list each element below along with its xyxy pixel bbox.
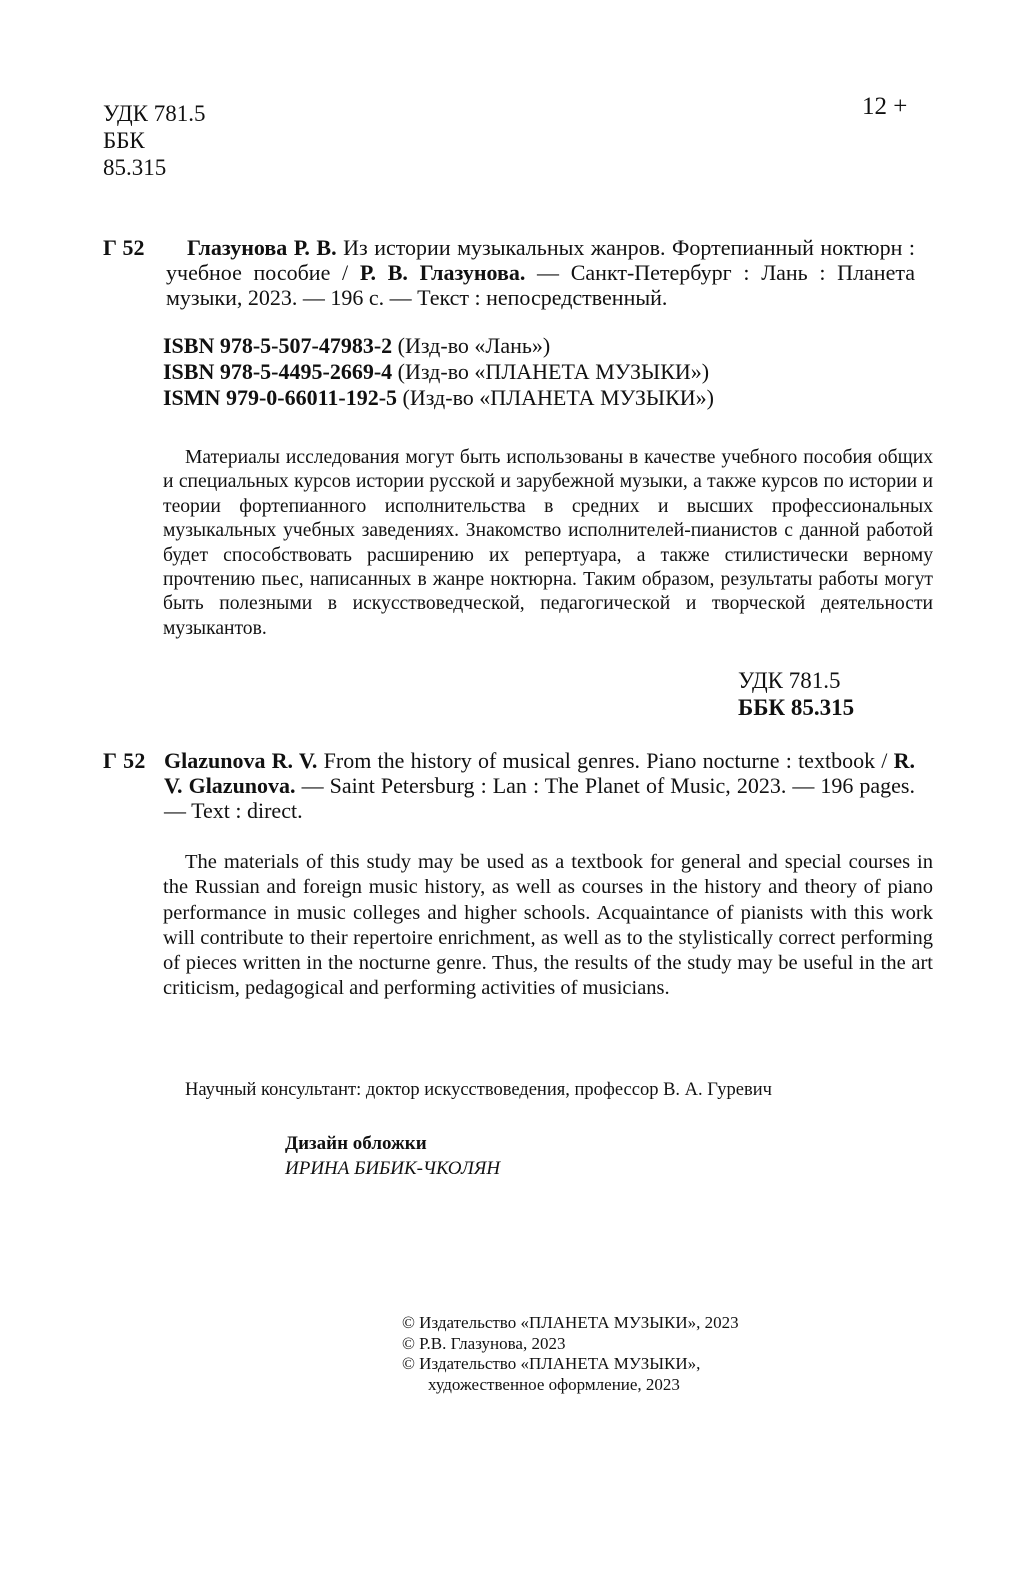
classification-right xyxy=(738,667,854,721)
author-mark-code-en: Г 52 xyxy=(103,748,146,773)
entry-author-repeat-en: R. V. Glazunova. xyxy=(164,748,915,798)
author-mark-code: Г 52 xyxy=(103,235,145,260)
ismn-number: ISMN 979-0-66011-192-5 xyxy=(163,385,398,410)
abstract-en-text: The materials of this study may be used as a textbook for general and special courses in the Russian and foreign music history, as well as courses in the history and theory of piano performance in music colleges and higher schools. Acquaintance of pianists with this work will contribute to their repertoire enrichment, as well as to the stylistically correct performing of pieces written in the nocturne genre. Thus, the results of the study may be useful in the art criticism, pedagogical and performing activities of musicians. xyxy=(163,851,933,1000)
isbn-number: ISBN 978-5-4495-2669-4 xyxy=(163,359,393,384)
entry-rest-en: — Saint Petersburg : Lan : The Planet of Music, 2023. — 196 pages. — Text : direct. xyxy=(164,773,915,823)
cover-design xyxy=(285,1131,500,1181)
udk-right-label: УДК 781.5 xyxy=(738,668,841,693)
cover-design-label: Дизайн обложки xyxy=(285,1133,427,1154)
abstract-ru-text: Материалы исследования могут быть использованы в качестве учебного пособия общих и специальных курсов истории русской и зарубежной музыки, а также курсов по истории и теории фортепианного исполнительства в средних и высших профессиональных музыкальных учебных заведениях. Знакомство исполнителей-пианистов с данной работой будет способствовать расширению их репертуара, а также стилистически верному прочтению пьес, написанных в жанре ноктюрна. Таким образом, результаты работы могут быть полезными в искусствоведческой, педагогической и творческой деятельности музыкантов. xyxy=(163,447,933,639)
entry-title-en: From the history of musical genres. Piano nocturne : textbook / xyxy=(317,748,894,773)
abstract-ru xyxy=(163,446,933,641)
isbn-line xyxy=(163,385,714,411)
udk-label: УДК 781.5 xyxy=(103,101,206,126)
abstract-en xyxy=(163,850,933,1002)
entry-author-en: Glazunova R. V. xyxy=(164,748,318,773)
bbk-label: ББК xyxy=(103,128,145,153)
copyright-line: художественное оформление, 2023 xyxy=(428,1374,680,1394)
isbn-line xyxy=(163,333,714,359)
classification-block xyxy=(103,100,206,181)
entry-author-repeat: Р. В. Глазунова. xyxy=(359,260,526,285)
isbn-publisher: (Изд-во «ПЛАНЕТА МУЗЫКИ») xyxy=(392,359,710,384)
isbn-line xyxy=(163,359,714,385)
entry-rest: — Санкт-Петербург : Лань : Планета музыки, 2023. — 196 с. — Текст : непосредственный. xyxy=(166,260,915,310)
isbn-number: ISBN 978-5-507-47983-2 xyxy=(163,333,393,358)
bibliographic-entry-ru xyxy=(103,235,915,335)
entry-body-en xyxy=(164,748,915,823)
isbn-publisher: (Изд-во «Лань») xyxy=(392,333,551,358)
bbk-right-label: ББК 85.315 xyxy=(738,695,855,720)
isbn-list xyxy=(163,333,714,411)
isbn-publisher: (Изд-во «ПЛАНЕТА МУЗЫКИ») xyxy=(397,385,715,410)
entry-title: Из истории музыкальных жанров. Фортепианный ноктюрн : учебное пособие / xyxy=(166,235,915,285)
copyright-line: © Издательство «ПЛАНЕТА МУЗЫКИ», 2023 xyxy=(402,1313,739,1332)
copyright-line: © Р.В. Глазунова, 2023 xyxy=(402,1333,566,1353)
bibliographic-entry-en xyxy=(103,748,915,828)
copyright-block xyxy=(402,1313,739,1395)
entry-body-ru xyxy=(166,235,915,310)
copyright-line: © Издательство «ПЛАНЕТА МУЗЫКИ», xyxy=(402,1354,701,1373)
cover-designer-name: ИРИНА БИБИК-ЧКОЛЯН xyxy=(285,1158,501,1179)
entry-author: Глазунова Р. В. xyxy=(187,235,337,260)
bbk-code: 85.315 xyxy=(103,155,167,180)
age-rating: 12 + xyxy=(862,93,908,120)
scientific-consultant: Научный консультант: доктор искусствоведения, профессор В. А. Гуревич xyxy=(185,1080,772,1100)
